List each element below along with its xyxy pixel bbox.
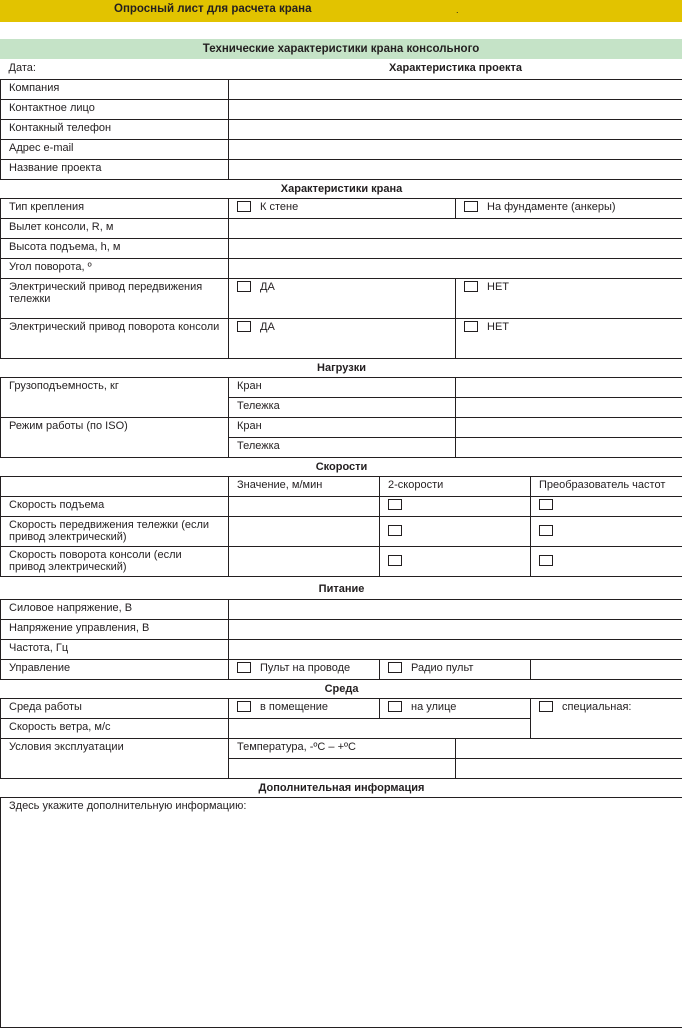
project-name-label: Название проекта	[1, 159, 229, 179]
control-voltage-field[interactable]	[229, 619, 682, 639]
trolley-drive-no-option[interactable]	[456, 278, 682, 318]
frequency-label: Частота, Гц	[1, 639, 229, 659]
speeds-header-blank	[1, 476, 229, 496]
rotation-two-speed-cell	[380, 546, 531, 576]
rotation-drive-no-checkbox[interactable]	[464, 321, 478, 332]
col-value-header: Значение, м/мин	[229, 476, 380, 496]
indoor-label: в помещение	[260, 700, 329, 713]
form-subtitle: Технические характеристики крана консольного	[0, 39, 682, 59]
supply-voltage-label: Силовое напряжение, В	[1, 599, 229, 619]
conditions-label: Условия эксплуатации	[1, 738, 229, 778]
temperature-label: Температура, -ºC – +ºC	[229, 738, 456, 758]
control-label: Управление	[1, 659, 229, 679]
control-blank-field[interactable]	[531, 659, 682, 679]
control-voltage-label: Напряжение управления, В	[1, 619, 229, 639]
mount-foundation-checkbox[interactable]	[464, 201, 478, 212]
pendant-checkbox[interactable]	[237, 662, 251, 673]
section-project: Характеристика проекта	[389, 62, 522, 74]
mount-type-label: Тип крепления	[1, 198, 229, 218]
trolley-drive-yes-checkbox[interactable]	[237, 281, 251, 292]
section-power: Питание	[318, 582, 365, 595]
trolley-drive-yes-option[interactable]	[229, 278, 456, 318]
email-field[interactable]	[229, 139, 682, 159]
trolley-speed-field[interactable]	[229, 516, 380, 546]
rotation-drive-yes-option[interactable]	[229, 318, 456, 358]
frequency-field[interactable]	[229, 639, 682, 659]
col-inverter-header: Преобразователь частот	[531, 476, 682, 496]
section-crane: Характеристики крана	[280, 182, 403, 195]
wind-field[interactable]	[229, 718, 531, 738]
trolley-two-speed-checkbox[interactable]	[388, 525, 402, 536]
conditions-extra-field-2[interactable]	[456, 758, 682, 778]
trolley-inverter-cell	[531, 516, 682, 546]
lift-speed-label: Скорость подъема	[1, 496, 229, 516]
form-table	[0, 59, 682, 1028]
project-name-field[interactable]	[229, 159, 682, 179]
wind-label: Скорость ветра, м/с	[1, 718, 229, 738]
section-loads: Нагрузки	[317, 361, 366, 374]
outdoor-option[interactable]	[380, 698, 531, 718]
form-title: Опросный лист для расчета крана	[114, 3, 312, 15]
radio-checkbox[interactable]	[388, 662, 402, 673]
work-env-label: Среда работы	[1, 698, 229, 718]
header-band	[0, 0, 682, 22]
duty-trolley-field[interactable]	[456, 437, 682, 457]
lift-two-speed-cell	[380, 496, 531, 516]
phone-field[interactable]	[229, 119, 682, 139]
company-field[interactable]	[229, 79, 682, 99]
mount-foundation-label: На фундаменте (анкеры)	[487, 200, 616, 213]
temperature-field[interactable]	[456, 738, 682, 758]
radio-label: Радио пульт	[411, 661, 474, 674]
trolley-inverter-checkbox[interactable]	[539, 525, 553, 536]
header-dot: .	[456, 5, 459, 15]
pendant-option[interactable]	[229, 659, 380, 679]
duty-crane-label: Кран	[229, 417, 456, 437]
reach-field[interactable]	[229, 218, 682, 238]
rotation-inverter-checkbox[interactable]	[539, 555, 553, 566]
conditions-extra-field-1[interactable]	[229, 758, 456, 778]
email-label: Адрес e-mail	[1, 139, 229, 159]
lift-speed-field[interactable]	[229, 496, 380, 516]
company-label: Компания	[1, 79, 229, 99]
questionnaire-form	[0, 59, 682, 1028]
contact-person-label: Контактное лицо	[1, 99, 229, 119]
capacity-label: Грузоподъемность, кг	[1, 377, 229, 417]
capacity-crane-label: Кран	[229, 377, 456, 397]
height-label: Высота подъема, h, м	[1, 238, 229, 258]
rotation-drive-no-option[interactable]	[456, 318, 682, 358]
special-checkbox[interactable]	[539, 701, 553, 712]
special-label: специальная:	[562, 700, 632, 713]
outdoor-label: на улице	[411, 700, 457, 713]
height-field[interactable]	[229, 238, 682, 258]
rotation-inverter-cell	[531, 546, 682, 576]
yes-label: ДА	[260, 280, 275, 293]
lift-inverter-checkbox[interactable]	[539, 499, 553, 510]
lift-two-speed-checkbox[interactable]	[388, 499, 402, 510]
special-option[interactable]	[531, 698, 682, 738]
duty-label: Режим работы (по ISO)	[1, 417, 229, 457]
angle-field[interactable]	[229, 258, 682, 278]
mount-wall-option[interactable]	[229, 198, 456, 218]
trolley-speed-label: Скорость передвижения тележки (если привод электрический)	[1, 516, 229, 546]
section-speeds: Скорости	[315, 460, 368, 473]
rotation-speed-field[interactable]	[229, 546, 380, 576]
capacity-trolley-field[interactable]	[456, 397, 682, 417]
capacity-trolley-label: Тележка	[229, 397, 456, 417]
mount-wall-checkbox[interactable]	[237, 201, 251, 212]
supply-voltage-field[interactable]	[229, 599, 682, 619]
duty-trolley-label: Тележка	[229, 437, 456, 457]
no-label: НЕТ	[487, 320, 509, 333]
lift-inverter-cell	[531, 496, 682, 516]
col-two-speed-header: 2-скорости	[380, 476, 531, 496]
indoor-checkbox[interactable]	[237, 701, 251, 712]
mount-wall-label: К стене	[260, 200, 299, 213]
date-label: Дата:	[8, 62, 36, 74]
duty-crane-field[interactable]	[456, 417, 682, 437]
pendant-label: Пульт на проводе	[260, 661, 351, 674]
reach-label: Вылет консоли, R, м	[1, 218, 229, 238]
rotation-two-speed-checkbox[interactable]	[388, 555, 402, 566]
rotation-drive-yes-checkbox[interactable]	[237, 321, 251, 332]
section-environment: Среда	[324, 682, 359, 695]
contact-person-field[interactable]	[229, 99, 682, 119]
section-additional: Дополнительная информация	[258, 781, 425, 794]
no-label: НЕТ	[487, 280, 509, 293]
yes-label: ДА	[260, 320, 275, 333]
rotation-drive-label: Электрический привод поворота консоли	[1, 318, 229, 358]
capacity-crane-field[interactable]	[456, 377, 682, 397]
rotation-speed-label: Скорость поворота консоли (если привод электрический)	[1, 546, 229, 576]
trolley-drive-label: Электрический привод передвижения тележки	[1, 278, 229, 318]
indoor-option[interactable]	[229, 698, 380, 718]
trolley-two-speed-cell	[380, 516, 531, 546]
radio-option[interactable]	[380, 659, 531, 679]
phone-label: Контакный телефон	[1, 119, 229, 139]
outdoor-checkbox[interactable]	[388, 701, 402, 712]
trolley-drive-no-checkbox[interactable]	[464, 281, 478, 292]
additional-info-textarea[interactable]: Здесь укажите дополнительную информацию:	[1, 797, 682, 1027]
mount-foundation-option[interactable]	[456, 198, 682, 218]
angle-label: Угол поворота, º	[1, 258, 229, 278]
